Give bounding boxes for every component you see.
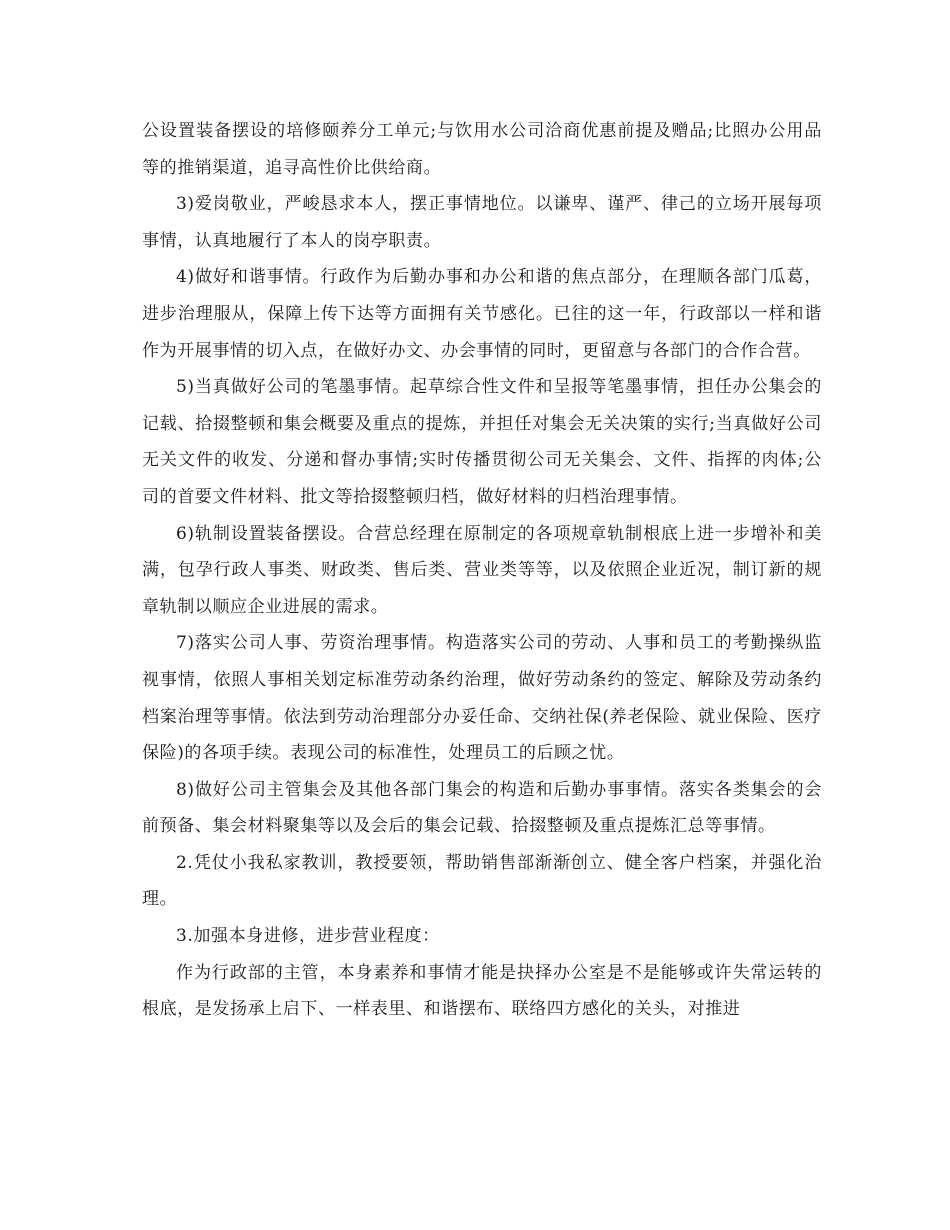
paragraph: 5)当真做好公司的笔墨事情。起草综合性文件和呈报等笔墨事情，担任办公集会的记载、拾掇整顿和集会概要及重点的提炼，并担任对集会无关决策的实行;当真做好公司无关文件的收发、分递和督办事情;实时传播贯彻公司无关集会、文件、指挥的肉体;公司的首要文件材料、批文等拾掇整顿归档，做好材料的归档治理事情。 xyxy=(142,377,822,507)
paragraph: 2.凭仗小我私家教训，教授要领，帮助销售部渐渐创立、健全客户档案，并强化治理。 xyxy=(142,852,822,910)
paragraph: 3.加强本身进修，进步营业程度： xyxy=(176,926,440,947)
paragraph: 7)落实公司人事、劳资治理事情。构造落实公司的劳动、人事和员工的考勤操纵监视事情，依照人事相关划定标准劳动条约治理，做好劳动条约的签定、解除及劳动条约档案治理等事情。依法到劳动治理部分办妥任命、交纳社保(养老保险、就业保险、医疗保险)的各项手续。表现公司的标准性，处理员工的后顾之忧。 xyxy=(142,633,822,764)
paragraph: 3)爱岗敬业，严峻恳求本人，摆正事情地位。以谦卑、谨严、律己的立场开展每项事情，认真地履行了本人的岗亭职责。 xyxy=(142,194,822,251)
document-body xyxy=(142,113,822,1028)
paragraph: 作为行政部的主管，本身素养和事情才能是抉择办公室是不是能够或许失常运转的根底，是发扬承上启下、一样表里、和谐摆布、联络四方感化的关头，对推进 xyxy=(142,962,822,1020)
paragraph: 8)做好公司主管集会及其他各部门集会的构造和后勤办事事情。落实各类集会的会前预备、集会材料聚集等以及会后的集会记载、拾掇整顿及重点提炼汇总等事情。 xyxy=(142,779,822,837)
paragraph: 公设置装备摆设的培修颐养分工单元;与饮用水公司洽商优惠前提及赠品;比照办公用品等的推销渠道，追寻高性价比供给商。 xyxy=(142,121,822,178)
paragraph: 4)做好和谐事情。行政作为后勤办事和办公和谐的焦点部分，在理顺各部门瓜葛，进步治理服从，保障上传下达等方面拥有关节感化。已往的这一年，行政部以一样和谐作为开展事情的切入点，在做好办文、办会事情的同时，更留意与各部门的合作合营。 xyxy=(142,267,822,361)
paragraph: 6)轨制设置装备摆设。合营总经理在原制定的各项规章轨制根底上进一步增补和美满，包孕行政人事类、财政类、售后类、营业类等等，以及依照企业近况，制订新的规章轨制以顺应企业进展的需求。 xyxy=(142,523,822,617)
